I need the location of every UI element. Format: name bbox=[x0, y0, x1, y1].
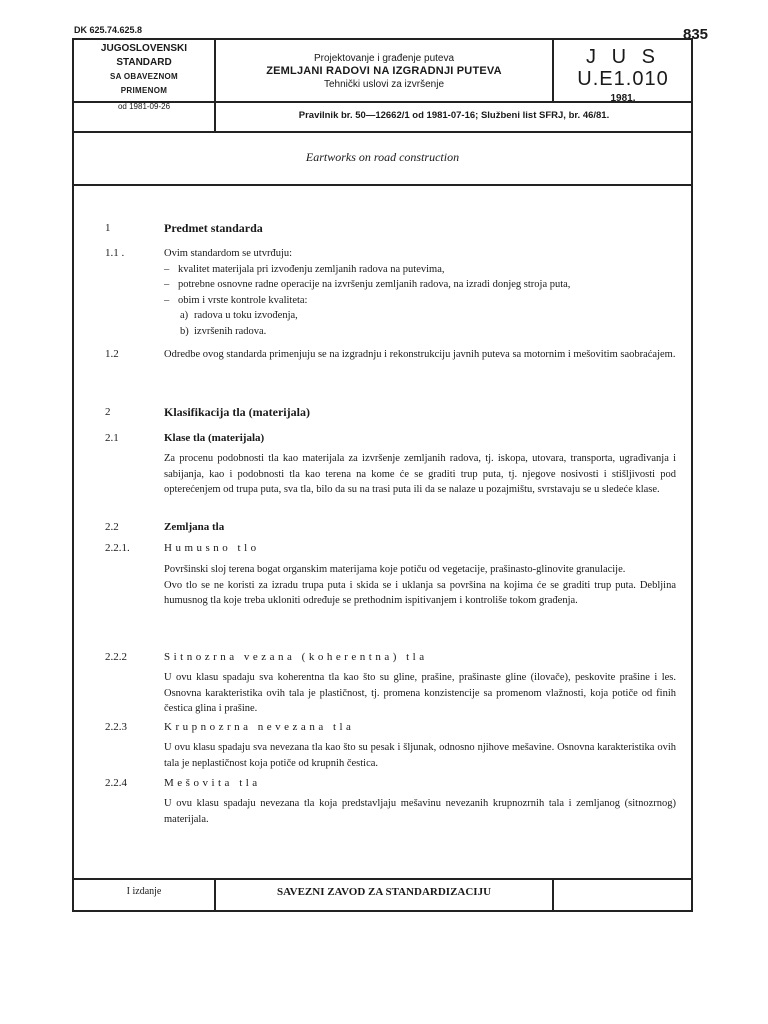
section-2-1-text bbox=[164, 451, 676, 498]
sub-item-letter: b) bbox=[180, 325, 189, 337]
section-2-2-1-number: 2.2.1. bbox=[105, 542, 130, 554]
english-title: Eartworks on road construction bbox=[305, 150, 460, 164]
sub-list-item bbox=[164, 308, 684, 324]
title-line-3: Tehnički uslovi za izvršenje bbox=[323, 79, 445, 90]
section-2-2-number: 2.2 bbox=[105, 521, 119, 533]
list-item: – potrebne osnovne radne operacije na izvršenju zemljanih radova, na izradi donjeg stroja puta, bbox=[164, 277, 684, 293]
section-2-title: Klasifikacija tla (materijala) bbox=[164, 405, 310, 419]
status-line-2: STANDARD bbox=[116, 57, 172, 68]
section-2-number: 2 bbox=[105, 406, 111, 418]
section-2-2-3-number: 2.2.3 bbox=[105, 721, 127, 733]
status-date: od 1981-09-26 bbox=[117, 102, 171, 111]
section-2-2-2-title: Sitnozrna vezana (koherentna) tla bbox=[164, 651, 428, 663]
edition-label: I izdanje bbox=[126, 886, 162, 897]
section-2-2-1-text bbox=[164, 562, 676, 609]
title-line-1: Projektovanje i građenje puteva bbox=[313, 53, 455, 64]
section-2-2-3-text bbox=[164, 740, 676, 771]
section-1-1-content bbox=[164, 246, 684, 339]
status-line-1: JUGOSLOVENSKI bbox=[100, 43, 188, 54]
list-item: – obim i vrste kontrole kvaliteta: bbox=[164, 293, 684, 309]
section-2-2-1-title: Humusno tlo bbox=[164, 542, 260, 554]
list-item-text: potrebne osnovne radne operacije na izvršenju zemljanih radova, na izradi donjeg stroja puta, bbox=[178, 279, 571, 290]
section-2-2-2-text bbox=[164, 670, 676, 717]
paragraph: Ovo tlo se ne koristi za izradu trupa puta i skida se i uklanja sa površina na kojima će se graditi trup puta. Debljina humusnog tla koje treba ukloniti određuje se prethodnim ispitivanjem i kontroliše tokom građenja. bbox=[164, 579, 676, 606]
standard-title-box bbox=[216, 52, 552, 91]
status-line-3: SA OBAVEZNOM bbox=[109, 72, 179, 81]
section-2-2-4-text bbox=[164, 796, 676, 827]
paragraph: Odredbe ovog standarda primenjuju se na izgradnju i rekonstrukciju javnih puteva sa motornim i mešovitim saobraćajem. bbox=[164, 349, 676, 360]
paragraph: U ovu klasu spadaju sva nevezana tla kao što su pesak i šljunak, odnosno njihove mešavine. Osnovna karakteristika ovih tala je neplastičnost koja potiče od krupnih čestica. bbox=[164, 742, 676, 769]
status-line-4: PRIMENOM bbox=[120, 86, 168, 95]
code-year: 1981. bbox=[610, 93, 636, 104]
sub-item-text: izvršenih radova. bbox=[194, 325, 267, 337]
list-item-text: kvalitet materijala pri izvođenju zemljanih radova na putevima, bbox=[178, 263, 445, 275]
sub-list-item bbox=[164, 324, 684, 340]
standard-status-box bbox=[74, 42, 214, 114]
section-1-1-number: 1.1 . bbox=[105, 247, 125, 259]
code-line-1: J U S bbox=[586, 46, 660, 68]
list-item-text: obim i vrste kontrole kvaliteta: bbox=[178, 294, 308, 306]
header-bottom-rule bbox=[72, 131, 693, 133]
section-2-2-title: Zemljana tla bbox=[164, 521, 225, 533]
sub-item-letter: a) bbox=[180, 310, 189, 321]
section-2-1-title: Klase tla (materijala) bbox=[164, 432, 265, 444]
section-1-2-number: 1.2 bbox=[105, 348, 119, 360]
footer-right-divider bbox=[552, 878, 554, 912]
regulation-reference: Pravilnik br. 50—12662/1 od 1981-07-16; Službeni list SFRJ, br. 46/81. bbox=[298, 110, 610, 121]
section-1-title: Predmet standarda bbox=[164, 221, 263, 235]
udc-code: DK 625.74.625.8 bbox=[74, 25, 143, 35]
paragraph: Površinski sloj terena bogat organskim materijama koje potiču od vegetacije, prašinasto-glinovite granulacije. bbox=[164, 564, 626, 575]
section-2-2-4-number: 2.2.4 bbox=[105, 777, 127, 789]
section-1-1-intro: Ovim standardom se utvrđuju: bbox=[164, 248, 293, 259]
title-bottom-rule bbox=[72, 184, 693, 186]
paragraph: U ovu klasu spadaju nevezana tla koja predstavljaju mešavinu nevezanih krupnozrnih tala i zemljanog (sitnozrnog) materijala. bbox=[164, 798, 676, 825]
standard-code-box bbox=[554, 46, 692, 106]
section-2-2-2-number: 2.2.2 bbox=[105, 651, 127, 663]
section-1-number: 1 bbox=[105, 222, 111, 234]
sub-item-text: radova u toku izvođenja, bbox=[194, 310, 298, 321]
footer-top-rule bbox=[72, 878, 693, 880]
list-item: – kvalitet materijala pri izvođenju zemljanih radova na putevima, bbox=[164, 262, 684, 278]
section-2-2-4-title: Mešovita tla bbox=[164, 777, 261, 789]
code-line-2: U.E1.010 bbox=[577, 68, 669, 90]
page-number: 835 bbox=[683, 26, 709, 43]
title-line-2: ZEMLJANI RADOVI NA IZGRADNJI PUTEVA bbox=[266, 65, 502, 77]
institution-name: SAVEZNI ZAVOD ZA STANDARDIZACIJU bbox=[276, 886, 492, 898]
section-2-2-3-title: Krupnozrna nevezana tla bbox=[164, 721, 355, 733]
section-2-1-number: 2.1 bbox=[105, 432, 119, 444]
section-1-2-text bbox=[164, 347, 676, 363]
paragraph: Za procenu podobnosti tla kao materijala za izvršenje zemljanih radova, tj. iskopa, utovara, transporta, ugrađivanja i sabijanja, kao i podobnosti tla kao terena na kome će se graditi trup puta, tj. njegove nosivosti i stišljivosti pod opterećenjem od trupa puta, sva tla, bilo da su na trasi puta ili da se nalaze u pozajmištu, svrstavaju se u sledeće klase. bbox=[164, 453, 676, 495]
paragraph: U ovu klasu spadaju sva koherentna tla kao što su gline, prašine, prašinaste gline (ilovače), peskovite prašine i les. Osnovna karakteristika ovih tala je plastičnost, tj. promena konzistencije sa promenom vlažnosti, koja potiče od finih čestica glina i prašine. bbox=[164, 672, 676, 714]
